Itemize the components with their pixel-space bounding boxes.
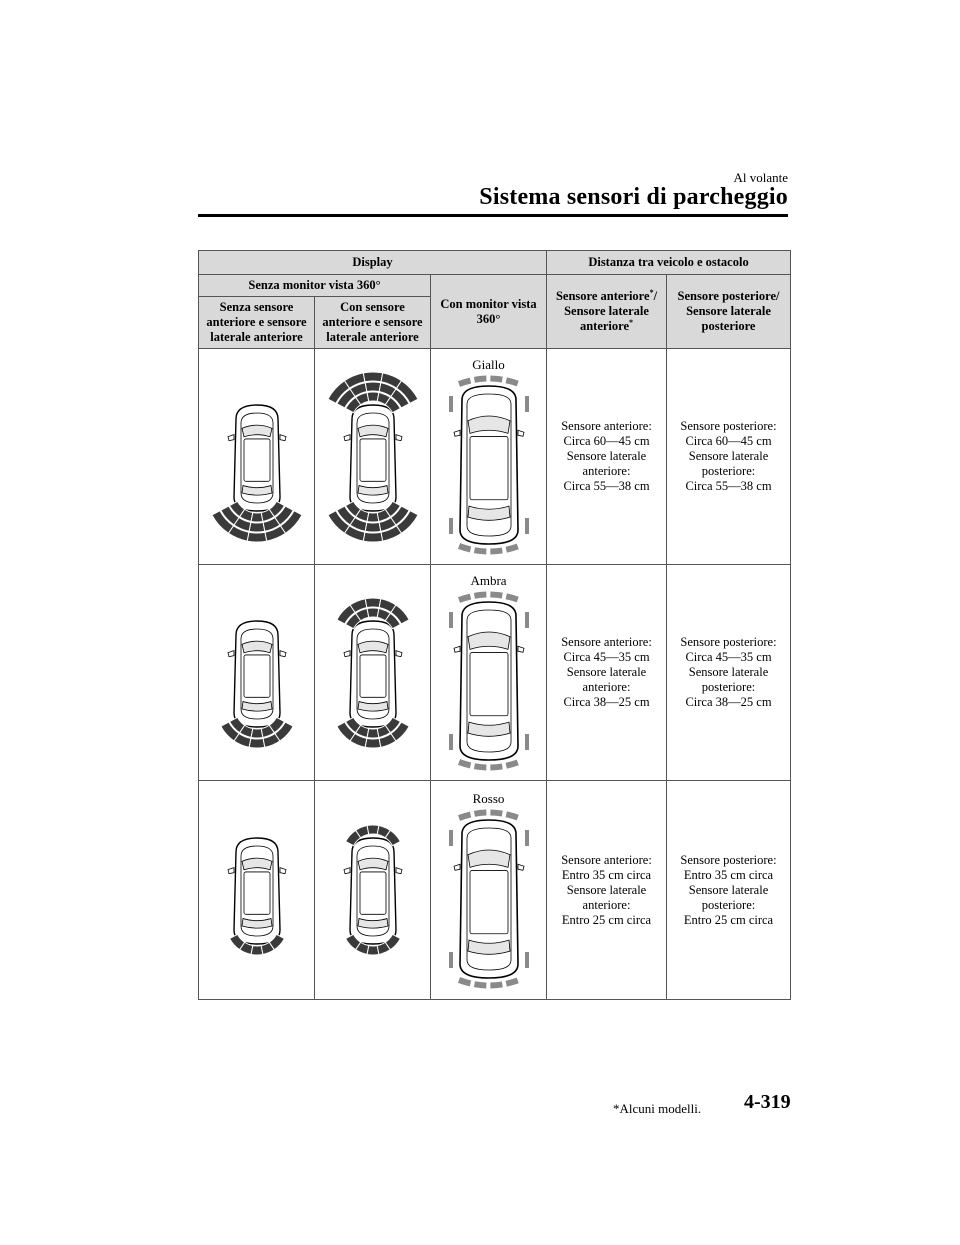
rear-sensor-header [667, 275, 791, 349]
car-display-front-rear [319, 790, 427, 990]
parking-sensor-table [198, 250, 791, 1000]
car-mirror-right [396, 868, 402, 874]
without-360-header: Senza monitor vista 360° [199, 275, 431, 297]
car-display-360 [439, 588, 539, 774]
car-roof [360, 872, 386, 914]
rear-distance-3: Entro 25 cm circa [683, 912, 774, 927]
front-distance-2: Sensore laterale anteriore: [566, 882, 647, 912]
rear-sensor-indicator [459, 546, 519, 552]
rear-sensor-indicator [459, 980, 519, 986]
table-row [199, 349, 791, 565]
front-col-b: / Sensore laterale anteriore [564, 289, 658, 333]
display-no-front-cell [199, 349, 315, 565]
front-distance-1: Circa 45―35 cm [563, 650, 650, 664]
front-col-star-1: * [649, 287, 654, 297]
car-display-rear-only [203, 573, 311, 773]
car-mirror-left [454, 646, 460, 652]
front-distance-3: Entro 25 cm circa [561, 912, 652, 927]
rear-distance-3: Circa 55―38 cm [685, 479, 772, 493]
car-mirror-right [280, 434, 286, 440]
display-with-front-cell [315, 781, 431, 1000]
display-with-front-cell [315, 565, 431, 781]
car-roof [360, 654, 386, 696]
front-distance-0: Sensore anteriore: [561, 852, 652, 867]
sensor-arc-segment [365, 522, 381, 532]
with-360-text: Con monitor vista 360° [440, 296, 537, 326]
front-col-star-2: * [629, 317, 634, 327]
car-display-360 [439, 372, 539, 558]
car-display-rear-only [203, 357, 311, 557]
sensor-arc-segment [365, 382, 381, 392]
car-roof [244, 654, 270, 696]
car-mirror-left [344, 868, 350, 874]
rear-distance-2: Sensore laterale posteriore: [688, 665, 769, 694]
front-distance-cell [547, 349, 667, 565]
rear-distance-2: Sensore laterale posteriore: [688, 882, 769, 912]
car-windshield [358, 641, 388, 653]
with-front-sensor-text: Con sensore anteriore e sensore laterale anteriore [322, 300, 423, 344]
rear-distance-3: Circa 38―25 cm [685, 695, 772, 709]
front-distance-1: Entro 35 cm circa [561, 867, 652, 882]
car-roof [244, 438, 270, 480]
rear-distance-cell [667, 781, 791, 1000]
front-distance-3: Circa 55―38 cm [563, 479, 650, 493]
car-mirror-right [396, 434, 402, 440]
display-no-front-cell [199, 565, 315, 781]
car-roof [244, 872, 270, 914]
display-with-front-cell [315, 349, 431, 565]
color-label: Rosso [472, 790, 505, 806]
footnote: *Alcuni modelli. [613, 1101, 702, 1116]
car-mirror-right [280, 650, 286, 656]
car-display-front-rear [319, 357, 427, 557]
rear-distance-2: Sensore laterale posteriore: [688, 449, 769, 478]
car-mirror-left [228, 650, 234, 656]
front-distance-2: Sensore laterale anteriore: [566, 449, 647, 478]
car-mirror-right [280, 868, 286, 874]
car-windshield [358, 858, 388, 870]
car-mirror-right [396, 650, 402, 656]
front-sensor-text [547, 289, 666, 334]
car-display-360 [439, 806, 539, 992]
car-mirror-left [228, 868, 234, 874]
front-col-a: Sensore anteriore [555, 289, 650, 303]
car-display-front-rear [319, 573, 427, 773]
display-360-cell [431, 781, 547, 1000]
car-mirror-left [344, 434, 350, 440]
rear-distance-0: Sensore posteriore: [680, 419, 777, 433]
front-distance-cell [547, 565, 667, 781]
display-360-cell [431, 349, 547, 565]
rear-sensor-text: Sensore posteriore/ Sensore laterale posteriore [677, 289, 780, 333]
sensor-arc-segment [249, 522, 265, 532]
rear-distance-0: Sensore posteriore: [680, 852, 777, 867]
header-rule [198, 214, 788, 217]
car-windshield [358, 425, 388, 437]
table-row [199, 565, 791, 781]
distance-header: Distanza tra veicolo e ostacolo [547, 251, 791, 275]
car-mirror-left [454, 430, 460, 436]
rear-distance-cell [667, 565, 791, 781]
car-windshield [242, 641, 272, 653]
car-windshield [242, 858, 272, 870]
sensor-arc-segment [365, 738, 381, 748]
car-roof [470, 870, 508, 933]
car-roof [360, 438, 386, 480]
with-360-header [431, 275, 547, 349]
front-distance-0: Sensore anteriore: [561, 635, 652, 649]
display-header: Display [199, 251, 547, 275]
display-no-front-cell [199, 781, 315, 1000]
page-number: 4-319 [744, 1091, 791, 1113]
car-mirror-right [518, 430, 524, 436]
front-distance-2: Sensore laterale anteriore: [566, 665, 647, 694]
rear-distance-cell [667, 349, 791, 565]
rear-distance-1: Circa 45―35 cm [685, 650, 772, 664]
car-display-rear-only [203, 790, 311, 990]
no-front-sensor-header [199, 297, 315, 349]
with-front-sensor-header [315, 297, 431, 349]
front-sensor-indicator [459, 595, 519, 601]
color-label: Ambra [470, 573, 507, 588]
rear-distance-1: Entro 35 cm circa [683, 867, 774, 882]
sensor-arc-segment [363, 532, 382, 542]
rear-sensor-indicator [459, 762, 519, 768]
rear-distance-1: Circa 60―45 cm [685, 434, 772, 448]
car-mirror-left [344, 650, 350, 656]
car-mirror-right [518, 646, 524, 652]
front-distance-1: Circa 60―45 cm [563, 434, 650, 448]
rear-distance-0: Sensore posteriore: [680, 635, 777, 649]
front-distance-cell [547, 781, 667, 1000]
car-roof [470, 437, 508, 500]
front-sensor-indicator [459, 812, 519, 818]
table-row [199, 781, 791, 1000]
car-roof [470, 653, 508, 716]
sensor-arc-segment [365, 598, 381, 608]
sensor-arc-segment [363, 372, 382, 382]
car-mirror-left [454, 864, 460, 870]
car-mirror-left [228, 434, 234, 440]
color-label: Giallo [472, 357, 505, 372]
car-mirror-right [518, 864, 524, 870]
front-distance-0: Sensore anteriore: [561, 419, 652, 433]
display-360-cell [431, 565, 547, 781]
front-sensor-header [547, 275, 667, 349]
page-title: Sistema sensori di parcheggio [479, 184, 788, 210]
front-distance-3: Circa 38―25 cm [563, 695, 650, 709]
front-sensor-indicator [459, 379, 519, 385]
section-label: Al volante [733, 170, 788, 185]
car-windshield [242, 425, 272, 437]
sensor-arc-segment [247, 532, 266, 542]
sensor-arc-segment [249, 738, 265, 748]
no-front-sensor-text: Senza sensore anteriore e sensore laterale anteriore [206, 300, 307, 344]
